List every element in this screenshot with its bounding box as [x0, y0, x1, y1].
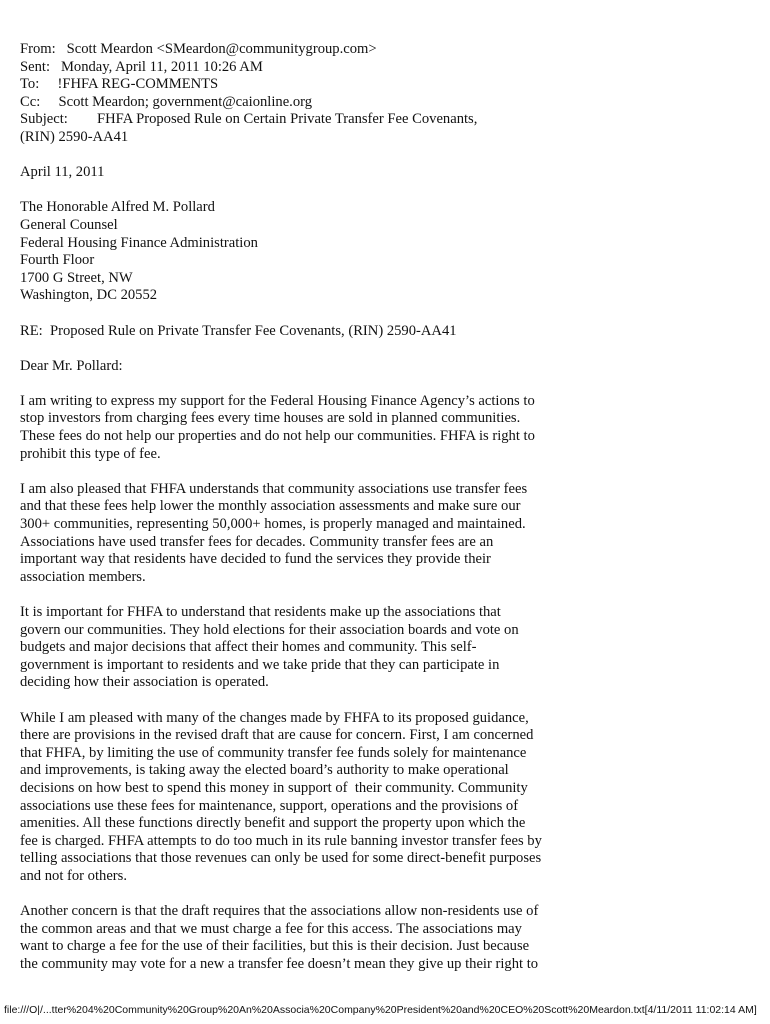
- paragraph-line: stop investors from charging fees every time houses are sold in planned communities.: [20, 410, 521, 427]
- paragraph-line: want to charge a fee for the use of their facilities, but this is their decision. Just because: [20, 938, 530, 955]
- paragraph-line: I am also pleased that FHFA understands that community associations use transfer fees: [20, 480, 528, 497]
- paragraph-line: association members.: [20, 568, 146, 585]
- salutation: Dear Mr. Pollard:: [20, 357, 123, 374]
- paragraph-5: [20, 903, 576, 973]
- recipient-title: General Counsel: [20, 216, 118, 233]
- paragraph-line: prohibit this type of fee.: [20, 445, 161, 462]
- email-header: [20, 41, 576, 147]
- paragraph-line: Another concern is that the draft requires that the associations allow non-residents use of: [20, 903, 539, 920]
- paragraph-line: and that these fees help lower the monthly association assessments and make sure our: [20, 498, 521, 515]
- sent-line: Sent: Monday, April 11, 2011 10:26 AM: [20, 58, 263, 75]
- to-line: To: !FHFA REG-COMMENTS: [20, 76, 219, 93]
- subject-continuation: (RIN) 2590-AA41: [20, 128, 129, 145]
- paragraph-2: [20, 481, 576, 587]
- recipient-name: The Honorable Alfred M. Pollard: [20, 199, 215, 216]
- paragraph-line: I am writing to express my support for the Federal Housing Finance Agency’s actions to: [20, 392, 535, 409]
- file-path-footer: file:///O|/...tter%204%20Community%20Group%20An%20Associa%20Company%20President%20and%20CEO%20Scott%20Meardon.txt[4/11/2011 11:02:14 AM]: [4, 1004, 757, 1016]
- paragraph-line: It is important for FHFA to understand that residents make up the associations that: [20, 604, 501, 620]
- recipient-agency: Federal Housing Finance Administration: [20, 234, 258, 251]
- paragraph-line: there are provisions in the revised draft that are cause for concern. First, I am concerned: [20, 727, 534, 744]
- paragraph-line: important way that residents have decided to fund the services they provide their: [20, 551, 491, 568]
- re-line: RE: Proposed Rule on Private Transfer Fee Covenants, (RIN) 2590-AA41: [20, 322, 457, 339]
- paragraph-line: decisions on how best to spend this money in support of their community. Community: [20, 779, 528, 796]
- paragraph-line: govern our communities. They hold elections for their association boards and vote on: [20, 621, 519, 638]
- paragraph-line: telling associations that those revenues can only be used for some direct-benefit purposes: [20, 850, 542, 867]
- paragraph-line: that FHFA, by limiting the use of community transfer fee funds solely for maintenance: [20, 744, 527, 761]
- cc-line: Cc: Scott Meardon; government@caionline.org: [20, 93, 313, 110]
- paragraph-line: 300+ communities, representing 50,000+ homes, is properly managed and maintained.: [20, 516, 526, 533]
- letter-date: April 11, 2011: [20, 164, 105, 181]
- paragraph-line: Associations have used transfer fees for decades. Community transfer fees are an: [20, 533, 494, 550]
- paragraph-4: [20, 710, 576, 886]
- letter-body: [20, 41, 576, 973]
- from-line: From: Scott Meardon <SMeardon@communitygroup.com>: [20, 41, 377, 57]
- recipient-city: Washington, DC 20552: [20, 287, 158, 304]
- paragraph-line: and improvements, is taking away the elected board’s authority to make operational: [20, 762, 509, 779]
- paragraph-line: amenities. All these functions directly benefit and support the property upon which the: [20, 815, 526, 832]
- paragraph-line: the community may vote for a new a transfer fee doesn’t mean they give up their right to: [20, 955, 539, 972]
- paragraph-line: budgets and major decisions that affect their homes and community. This self-: [20, 639, 477, 656]
- paragraph-line: the common areas and that we must charge a fee for this access. The associations may: [20, 920, 522, 937]
- recipient-address: [20, 199, 576, 305]
- paragraph-line: While I am pleased with many of the changes made by FHFA to its proposed guidance,: [20, 709, 529, 726]
- paragraph-line: government is important to residents and we take pride that they can participate in: [20, 656, 500, 673]
- paragraph-line: and not for others.: [20, 867, 127, 884]
- recipient-floor: Fourth Floor: [20, 252, 95, 269]
- paragraph-line: These fees do not help our properties and do not help our communities. FHFA is right to: [20, 428, 535, 445]
- paragraph-3: [20, 604, 576, 692]
- subject-line: Subject: FHFA Proposed Rule on Certain Private Transfer Fee Covenants,: [20, 111, 478, 128]
- paragraph-line: associations use these fees for maintenance, support, operations and the provisions of: [20, 797, 519, 814]
- recipient-street: 1700 G Street, NW: [20, 269, 133, 286]
- paragraph-1: [20, 393, 576, 463]
- paragraph-line: fee is charged. FHFA attempts to do too much in its rule banning investor transfer fees by: [20, 832, 542, 849]
- paragraph-line: deciding how their association is operated.: [20, 674, 269, 691]
